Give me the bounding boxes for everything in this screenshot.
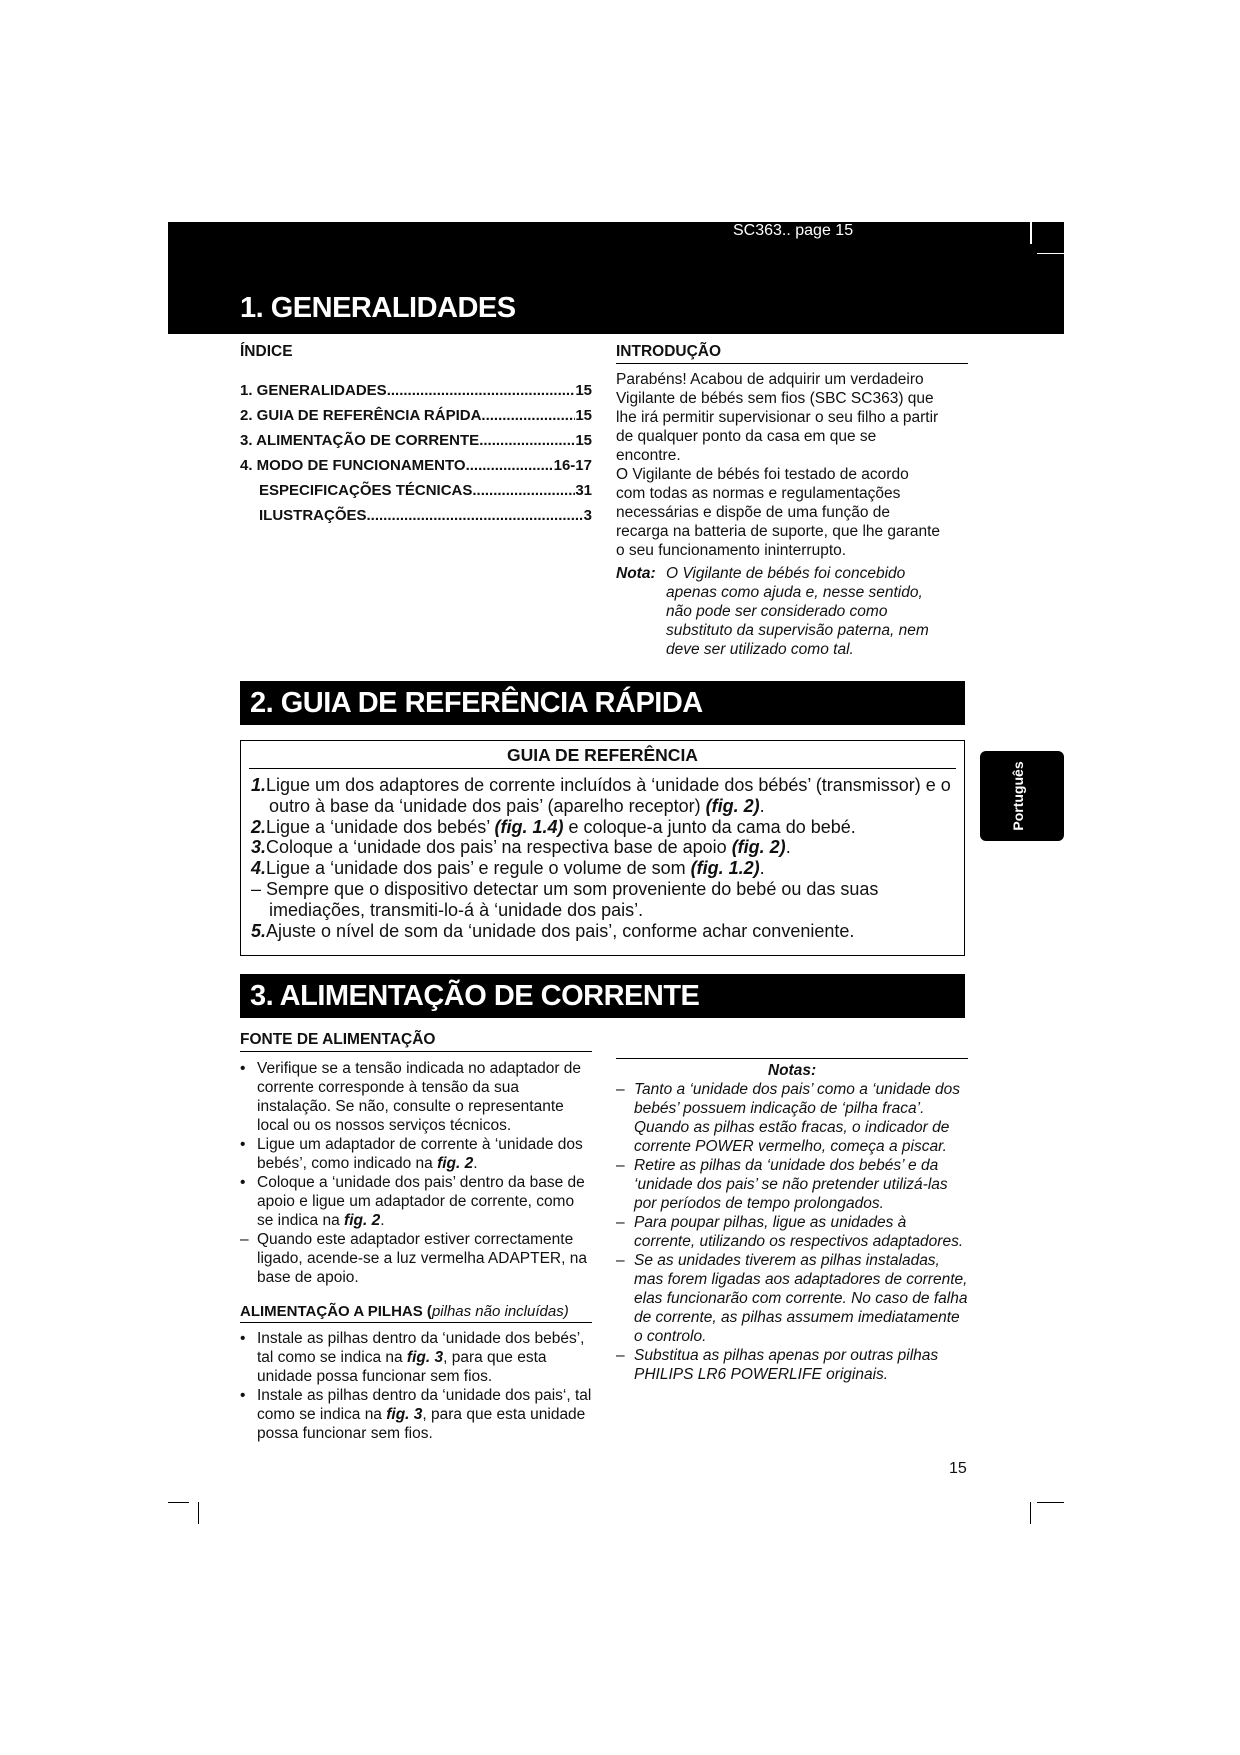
- list-item: – Quando este adaptador estiver correctamente ligado, acende-se a luz vermelha ADAPTER, na base de apoio.: [240, 1231, 587, 1286]
- intro-body: Parabéns! Acabou de adquirir um verdadeiro Vigilante de bébés sem fios (SBC SC363) que lhe irá permitir supervisionar o seu filho a partir de qualquer ponto da casa em que se encontre. O Vigilante de bébés foi testado de acordo com todas as normas e regulamentações necessárias e dispõe de uma função de recarga na batteria de suporte, que lhe garante o seu funcionamento ininterrupto.: [616, 371, 941, 559]
- list-item: – Substitua as pilhas apenas por outras pilhas PHILIPS LR6 POWERLIFE originais.: [616, 1347, 939, 1383]
- intro-heading: INTRODUÇÃO: [616, 343, 968, 364]
- note-label: Nota:: [616, 565, 656, 582]
- language-tab: [980, 751, 1064, 841]
- list-item: 2.Ligue a ‘unidade dos bebés’ (fig. 1.4) e coloque-a junto da cama do bebé.: [251, 816, 856, 837]
- intro-section: [616, 343, 968, 659]
- section-2-title: 2. GUIA DE REFERÊNCIA RÁPIDA: [240, 681, 965, 725]
- notes-section: [616, 1058, 968, 1384]
- quick-guide-title: GUIA DE REFERÊNCIA: [249, 745, 956, 769]
- notes-list: [616, 1080, 968, 1384]
- notes-title: Notas:: [616, 1058, 968, 1080]
- section-3-title: 3. ALIMENTAÇÃO DE CORRENTE: [240, 974, 965, 1018]
- crop-mark: [1030, 222, 1032, 244]
- list-item: 5.Ajuste o nível de som da ‘unidade dos pais’, conforme achar conveniente.: [251, 920, 855, 941]
- list-item: 4.Ligue a ‘unidade dos pais’ e regule o volume de som (fig. 1.2).: [251, 858, 765, 879]
- toc-list: [240, 378, 592, 528]
- list-item: 1.Ligue um dos adaptores de corrente incluídos à ‘unidade dos bébés’ (transmissor) e o outro à base da ‘unidade dos pais’ (aparelho receptor) (fig. 2).: [251, 775, 951, 816]
- crop-mark: [168, 1502, 189, 1503]
- list-item: • Coloque a ‘unidade dos pais’ dentro da base de apoio e ligue um adaptador de corrente, como se indica na fig. 2.: [240, 1174, 585, 1229]
- crop-mark: [1030, 1502, 1031, 1524]
- list-item: • Verifique se a tensão indicada no adaptador de corrente corresponde à tensão da sua instalação. Se não, consulte o representante local ou os nossos serviços técnicos.: [240, 1060, 582, 1134]
- index-heading: ÍNDICE: [240, 343, 293, 360]
- language-label: Português: [1010, 761, 1026, 831]
- quick-guide-list: [251, 775, 956, 941]
- list-item: – Retire as pilhas da ‘unidade dos bebés’ e da ‘unidade dos pais’ se não pretender utilizá-las por períodos de tempo prolongados.: [616, 1157, 948, 1212]
- crop-mark: [198, 1502, 199, 1524]
- intro-note: Nota: O Vigilante de bébés foi concebido apenas como ajuda e, nesse sentido, não pode ser considerado como substituto da supervisão paterna, nem deve ser utilizado como tal.: [616, 565, 929, 658]
- list-item: • Ligue um adaptador de corrente à ‘unidade dos bebés’, como indicado na fig. 2.: [240, 1136, 583, 1172]
- list-item: • Instale as pilhas dentro da ‘unidade dos pais‘, tal como se indica na fig. 3, para que esta unidade possa funcionar sem fios.: [240, 1387, 592, 1442]
- list-item: 3.Coloque a ‘unidade dos pais’ na respectiva base de apoio (fig. 2).: [251, 837, 791, 858]
- power-section: [240, 1031, 592, 1443]
- quick-guide-box: [240, 740, 965, 956]
- toc-row[interactable]: 4. MODO DE FUNCIONAMENTO ..... 16-17: [240, 453, 592, 478]
- list-item: • Instale as pilhas dentro da ‘unidade dos bebés’, tal como se indica na fig. 3, para que esta unidade possa funcionar sem fios.: [240, 1330, 585, 1385]
- crop-mark: [1037, 253, 1064, 254]
- list-item: – Tanto a ‘unidade dos pais’ como a ‘unidade dos bebés’ possuem indicação de ‘pilha fraca’. Quando as pilhas estão fracas, o indicador de corrente POWER vermelho, começa a piscar.: [616, 1081, 961, 1155]
- power-heading: FONTE DE ALIMENTAÇÃO: [240, 1031, 592, 1052]
- list-item: – Para poupar pilhas, ligue as unidades à corrente, utilizando os respectivos adaptadores.: [616, 1214, 964, 1250]
- toc-row[interactable]: 1. GENERALIDADES ..... 15: [240, 378, 592, 403]
- battery-heading: ALIMENTAÇÃO A PILHAS (pilhas não incluídas): [240, 1303, 592, 1323]
- power-list: [240, 1059, 592, 1287]
- toc-row[interactable]: 2. GUIA DE REFERÊNCIA RÁPIDA ..... 15: [240, 403, 592, 428]
- page-number: 15: [949, 1460, 967, 1477]
- list-item: – Se as unidades tiverem as pilhas instaladas, mas forem ligadas aos adaptadores de corrente, elas funcionarão com corrente. No caso de falha de corrente, as pilhas assumem imediatamente o controlo.: [616, 1252, 968, 1345]
- toc-row[interactable]: ESPECIFICAÇÕES TÉCNICAS ..... 31: [240, 478, 592, 503]
- toc-row[interactable]: 3. ALIMENTAÇÃO DE CORRENTE ..... 15: [240, 428, 592, 453]
- battery-list: [240, 1329, 592, 1443]
- toc-row[interactable]: ILUSTRAÇÕES ..... 3: [240, 503, 592, 528]
- crop-mark: [1037, 1502, 1064, 1503]
- section-1-title: 1. GENERALIDADES: [240, 292, 516, 324]
- index-section: [240, 343, 592, 528]
- page-reference: SC363.. page 15: [733, 222, 854, 239]
- list-item: – Sempre que o dispositivo detectar um som proveniente do bebé ou das suas imediações, transmiti-lo-á à ‘unidade dos pais’.: [251, 878, 879, 920]
